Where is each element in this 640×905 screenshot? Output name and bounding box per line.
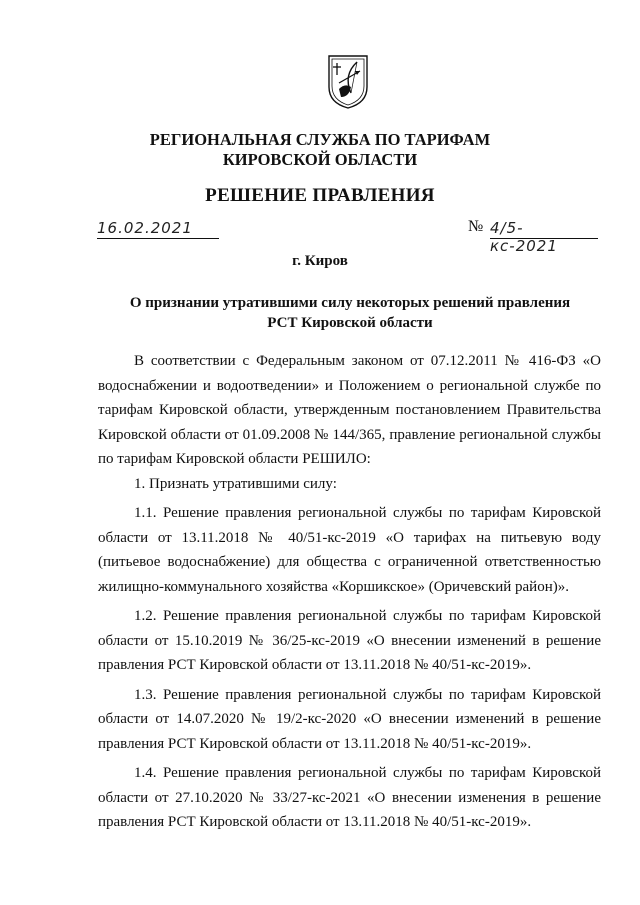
handwritten-number: 4/5-кс-2021 — [490, 219, 558, 255]
coat-of-arms-icon — [327, 53, 369, 109]
organization-name-line2: КИРОВСКОЙ ОБЛАСТИ — [222, 150, 418, 169]
decision-subject — [100, 293, 600, 333]
subject-line1: О признании утратившими силу некоторых решений правления — [129, 295, 571, 311]
document-type-title: РЕШЕНИЕ ПРАВЛЕНИЯ — [205, 185, 435, 206]
handwritten-date: 16.02.2021 — [97, 219, 193, 237]
item-1-4: 1.4. Решение правления региональной службы по тарифам Кировской области от 27.10.2020 № 33/27-кс-2021 «О внесении изменения в решение правления РСТ Кировской области от 13.11.2018 № 40/51-кс-2019». — [98, 765, 601, 830]
city-name: г. Киров — [292, 253, 348, 269]
date-underline — [97, 238, 219, 239]
item-1-2: 1.2. Решение правления региональной службы по тарифам Кировской области от 15.10.2019 № 36/25-кс-2019 «О внесении изменений в решение правления РСТ Кировской области от 13.11.2018 № 40/51-кс-2019». — [98, 608, 601, 673]
number-underline — [490, 238, 598, 239]
number-sign: № — [468, 218, 484, 235]
item-1-3: 1.3. Решение правления региональной службы по тарифам Кировской области от 14.07.2020 № 19/2-кс-2020 «О внесении изменений в решение правления РСТ Кировской области от 13.11.2018 № 40/51-кс-2019». — [98, 686, 601, 752]
preamble-paragraph: В соответствии с Федеральным законом от 07.12.2011 № 416-ФЗ «О водоснабжении и водоотведении» и Положением о региональной службе по тарифам Кировской области, утвержденным постановлением Правительства Кировской области от 01.09.2008 № 144/365, правление региональной службы по тарифам Кировской области РЕШИЛО: — [98, 353, 601, 467]
subject-line2: РСТ Кировской области — [267, 315, 433, 331]
item-1: 1. Признать утратившими силу: — [134, 475, 337, 492]
organization-name-line1: РЕГИОНАЛЬНАЯ СЛУЖБА ПО ТАРИФАМ — [149, 130, 491, 149]
decision-body — [98, 349, 601, 835]
item-1-1: 1.1. Решение правления региональной службы по тарифам Кировской области от 13.11.2018 № 40/51-кс-2019 «О тарифах на питьевую воду (питьевое водоснабжение) для общества с ограниченной ответственностью жилищно-коммунального хозяйства «Коршикское» (Оричевский район)». — [98, 505, 601, 595]
